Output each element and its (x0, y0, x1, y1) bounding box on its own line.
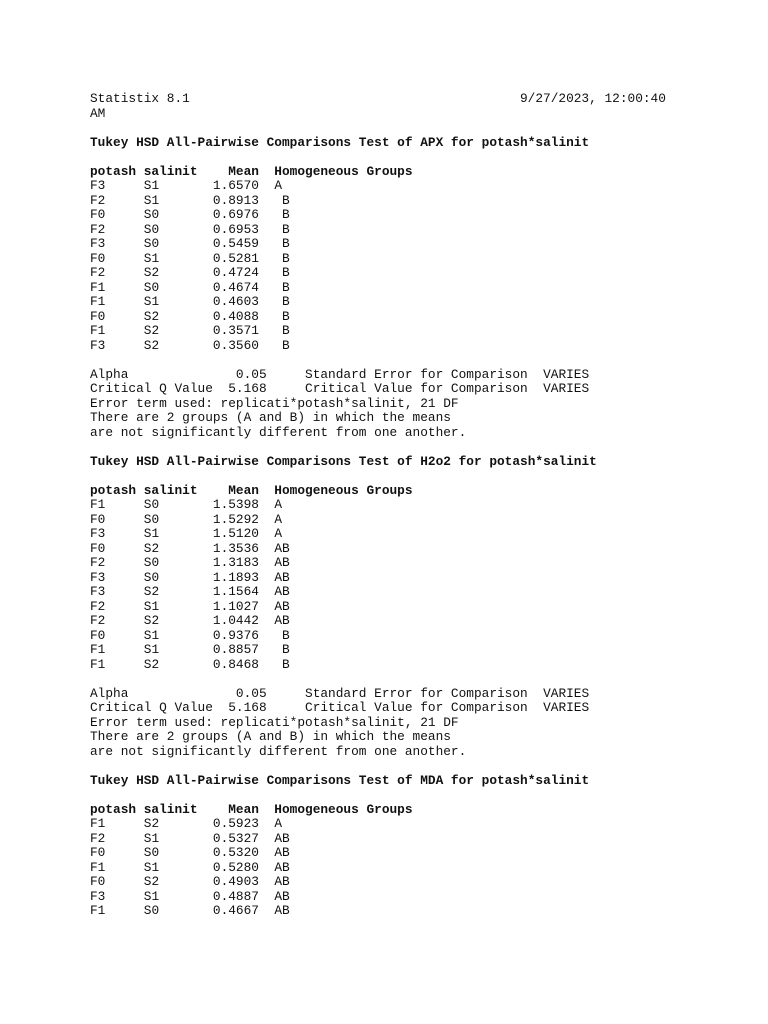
cell-group: AB (274, 859, 290, 875)
cell-salinit: S2 (143, 816, 160, 831)
cell-group: A (274, 816, 283, 831)
cell-mean: 0.4667 (212, 903, 259, 918)
cell-group: B (274, 250, 290, 266)
table-column-header: potash salinit Mean Homogeneous Groups (90, 163, 413, 179)
table-row (90, 310, 730, 325)
summary-line: are not significantly different from one another. (90, 424, 467, 440)
table-row (90, 498, 730, 513)
cell-group: AB (274, 613, 290, 628)
table-column-header: potash salinit Mean Homogeneous Groups (90, 482, 413, 498)
table-row (90, 223, 730, 238)
cell-salinit: S0 (143, 207, 160, 222)
cell-mean: 1.1564 (212, 584, 259, 599)
cell-mean: 0.4603 (212, 294, 259, 309)
cell-salinit: S1 (143, 642, 160, 657)
cell-potash: F1 (90, 816, 106, 831)
cell-salinit: S1 (143, 598, 160, 614)
cell-mean: 0.5923 (212, 816, 259, 831)
cell-potash: F1 (90, 642, 106, 657)
table-row (90, 875, 730, 890)
cell-salinit: S1 (143, 294, 160, 309)
cell-group: B (274, 627, 290, 643)
cell-group: AB (274, 903, 290, 918)
cell-salinit: S2 (143, 308, 160, 324)
summary-line: Alpha 0.05 Standard Error for Comparison VARIES (90, 366, 590, 382)
report-time-suffix: AM (90, 105, 106, 121)
cell-group: B (274, 642, 290, 657)
cell-group: AB (274, 569, 290, 585)
cell-mean: 0.4088 (212, 308, 259, 324)
cell-group: B (274, 308, 290, 324)
table-row (90, 890, 730, 905)
cell-potash: F1 (90, 279, 106, 295)
cell-mean: 0.5459 (212, 236, 259, 251)
table-row (90, 614, 730, 629)
cell-salinit: S0 (143, 236, 160, 251)
cell-salinit: S1 (143, 627, 160, 643)
document-page (90, 92, 730, 919)
cell-mean: 0.9376 (212, 627, 259, 643)
comparison-section (90, 774, 730, 919)
cell-mean: 0.6976 (212, 207, 259, 222)
table-row (90, 339, 730, 354)
cell-mean: 0.5280 (212, 859, 259, 875)
cell-salinit: S1 (143, 830, 160, 846)
cell-salinit: S1 (143, 192, 160, 208)
table-row (90, 629, 730, 644)
cell-mean: 1.5120 (212, 526, 259, 541)
cell-potash: F2 (90, 613, 106, 628)
table-row (90, 252, 730, 267)
cell-potash: F3 (90, 178, 106, 193)
table-row (90, 295, 730, 310)
cell-group: B (274, 221, 290, 237)
cell-group: A (274, 497, 283, 512)
cell-mean: 1.5292 (212, 511, 259, 527)
cell-potash: F0 (90, 250, 106, 266)
cell-potash: F2 (90, 221, 106, 237)
cell-salinit: S1 (143, 526, 160, 541)
cell-salinit: S0 (143, 903, 160, 918)
cell-salinit: S2 (143, 540, 160, 556)
cell-salinit: S0 (143, 497, 160, 512)
cell-potash: F0 (90, 308, 106, 324)
cell-salinit: S2 (143, 584, 160, 599)
cell-group: B (274, 294, 290, 309)
cell-mean: 0.5281 (212, 250, 259, 266)
cell-potash: F1 (90, 656, 106, 672)
cell-mean: 1.3536 (212, 540, 259, 556)
cell-salinit: S2 (143, 323, 160, 338)
table-row (90, 208, 730, 223)
cell-salinit: S0 (143, 555, 160, 570)
cell-group: AB (274, 540, 290, 556)
cell-potash: F3 (90, 526, 106, 541)
cell-potash: F3 (90, 337, 106, 353)
cell-group: B (274, 279, 290, 295)
cell-potash: F1 (90, 323, 106, 338)
cell-group: B (274, 207, 290, 222)
section-title: Tukey HSD All-Pairwise Comparisons Test of MDA for potash*salinit (90, 772, 590, 788)
summary-line: Alpha 0.05 Standard Error for Comparison VARIES (90, 685, 590, 701)
cell-mean: 0.8913 (212, 192, 259, 208)
table-row (90, 237, 730, 252)
cell-group: AB (274, 598, 290, 614)
cell-mean: 0.5327 (212, 830, 259, 846)
cell-group: B (274, 236, 290, 251)
summary-line: There are 2 groups (A and B) in which the means (90, 410, 451, 425)
table-column-header: potash salinit Mean Homogeneous Groups (90, 801, 413, 817)
cell-group: B (274, 265, 290, 280)
summary-line: There are 2 groups (A and B) in which the means (90, 729, 451, 744)
cell-group: A (274, 511, 283, 527)
table-row (90, 846, 730, 861)
cell-group: B (274, 192, 290, 208)
table-row (90, 281, 730, 296)
cell-salinit: S0 (143, 511, 160, 527)
cell-potash: F0 (90, 207, 106, 222)
cell-potash: F2 (90, 265, 106, 280)
cell-salinit: S1 (143, 888, 160, 904)
cell-potash: F3 (90, 236, 106, 251)
table-row (90, 658, 730, 673)
cell-group: AB (274, 584, 290, 599)
cell-potash: F0 (90, 627, 106, 643)
cell-potash: F1 (90, 294, 106, 309)
cell-potash: F1 (90, 497, 106, 512)
table-row (90, 600, 730, 615)
cell-salinit: S2 (143, 337, 160, 353)
table-row (90, 643, 730, 658)
summary-line: Critical Q Value 5.168 Critical Value for Comparison VARIES (90, 381, 590, 396)
cell-potash: F3 (90, 888, 106, 904)
cell-potash: F1 (90, 859, 106, 875)
table-row (90, 585, 730, 600)
summary-line: are not significantly different from one another. (90, 743, 467, 759)
cell-mean: 0.8468 (212, 656, 259, 672)
cell-mean: 1.5398 (212, 497, 259, 512)
cell-mean: 0.3571 (212, 323, 259, 338)
cell-mean: 0.3560 (212, 337, 259, 353)
report-header (90, 92, 730, 107)
table-row (90, 527, 730, 542)
cell-group: B (274, 337, 290, 353)
cell-salinit: S1 (143, 250, 160, 266)
cell-mean: 1.3183 (212, 555, 259, 570)
cell-group: AB (274, 874, 290, 889)
cell-potash: F3 (90, 584, 106, 599)
cell-salinit: S2 (143, 613, 160, 628)
cell-potash: F2 (90, 555, 106, 570)
table-row (90, 571, 730, 586)
cell-salinit: S0 (143, 279, 160, 295)
table-row (90, 904, 730, 919)
cell-group: A (274, 526, 283, 541)
table-row (90, 556, 730, 571)
cell-potash: F3 (90, 569, 106, 585)
comparison-section (90, 136, 730, 455)
cell-salinit: S2 (143, 265, 160, 280)
cell-mean: 0.8857 (212, 642, 259, 657)
cell-group: AB (274, 830, 290, 846)
table-row (90, 179, 730, 194)
table-row (90, 832, 730, 847)
cell-mean: 1.6570 (212, 178, 259, 193)
cell-potash: F0 (90, 845, 106, 860)
summary-line: Error term used: replicati*potash*salinit, 21 DF (90, 395, 459, 411)
cell-mean: 1.0442 (212, 613, 259, 628)
cell-salinit: S1 (143, 178, 160, 193)
cell-group: A (274, 178, 283, 193)
cell-group: AB (274, 888, 290, 904)
cell-group: AB (274, 555, 290, 570)
cell-salinit: S2 (143, 656, 160, 672)
cell-mean: 0.4903 (212, 874, 259, 889)
summary-line: Error term used: replicati*potash*salinit, 21 DF (90, 714, 459, 730)
cell-group: AB (274, 845, 290, 860)
cell-potash: F0 (90, 874, 106, 889)
table-row (90, 817, 730, 832)
table-row (90, 266, 730, 281)
cell-salinit: S0 (143, 845, 160, 860)
cell-potash: F2 (90, 598, 106, 614)
cell-mean: 1.1893 (212, 569, 259, 585)
table-row (90, 324, 730, 339)
report-sections (90, 136, 730, 919)
cell-salinit: S0 (143, 569, 160, 585)
cell-potash: F2 (90, 192, 106, 208)
cell-potash: F2 (90, 830, 106, 846)
cell-mean: 0.5320 (212, 845, 259, 860)
section-title: Tukey HSD All-Pairwise Comparisons Test of APX for potash*salinit (90, 134, 590, 150)
cell-salinit: S0 (143, 221, 160, 237)
comparison-section (90, 455, 730, 774)
app-name: Statistix 8.1 (90, 91, 190, 106)
cell-salinit: S2 (143, 874, 160, 889)
cell-potash: F0 (90, 511, 106, 527)
cell-mean: 0.6953 (212, 221, 259, 237)
cell-group: B (274, 656, 290, 672)
cell-potash: F1 (90, 903, 106, 918)
cell-mean: 0.4674 (212, 279, 259, 295)
table-row (90, 513, 730, 528)
cell-mean: 1.1027 (212, 598, 259, 614)
table-row (90, 542, 730, 557)
cell-group: B (274, 323, 290, 338)
report-datetime: 9/27/2023, 12:00:40 (520, 91, 666, 106)
cell-potash: F0 (90, 540, 106, 556)
table-row (90, 194, 730, 209)
cell-mean: 0.4724 (212, 265, 259, 280)
section-title: Tukey HSD All-Pairwise Comparisons Test of H2o2 for potash*salinit (90, 453, 597, 469)
cell-salinit: S1 (143, 859, 160, 875)
summary-line: Critical Q Value 5.168 Critical Value for Comparison VARIES (90, 700, 590, 715)
table-row (90, 861, 730, 876)
cell-mean: 0.4887 (212, 888, 259, 904)
